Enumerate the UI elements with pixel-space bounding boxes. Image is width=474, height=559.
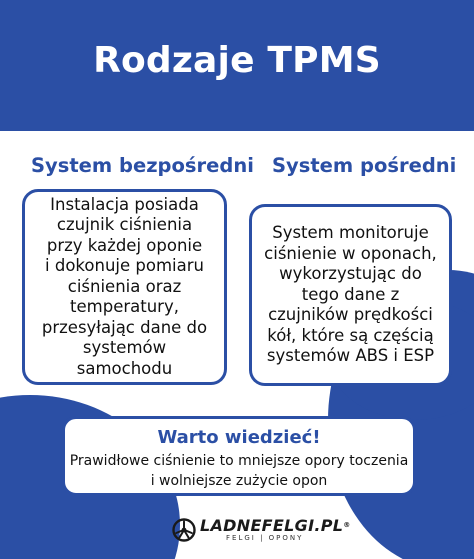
indirect-system-card (249, 204, 452, 386)
direct-system-card (22, 189, 227, 385)
indirect-system-title: System pośredni (272, 154, 457, 177)
good-to-know-box (62, 416, 416, 496)
wheel-rim-icon (172, 518, 196, 542)
page-title: Rodzaje TPMS (93, 40, 381, 81)
brand-name: LADNEFELGI.PL® (200, 516, 351, 535)
indirect-system-description: System monitoruje ciśnienie w oponach, wykorzystując do tego dane z czujników prędkości kół, które są częścią systemów ABS i ESP (264, 223, 437, 366)
direct-system-title: System bezpośredni (31, 154, 254, 177)
header-banner (0, 0, 474, 131)
good-to-know-text: Prawidłowe ciśnienie to mniejsze opory toczenia i wolniejsze zużycie opon (69, 453, 409, 489)
brand-logo (172, 513, 351, 547)
brand-tagline: FELGI | OPONY (226, 534, 304, 542)
direct-system-description: Instalacja posiada czujnik ciśnienia przy każdej oponie i dokonuje pomiaru ciśnienia oraz temperatury, przesyłając dane do systemów samochodu (41, 194, 208, 378)
good-to-know-title: Warto wiedzieć! (157, 427, 321, 448)
